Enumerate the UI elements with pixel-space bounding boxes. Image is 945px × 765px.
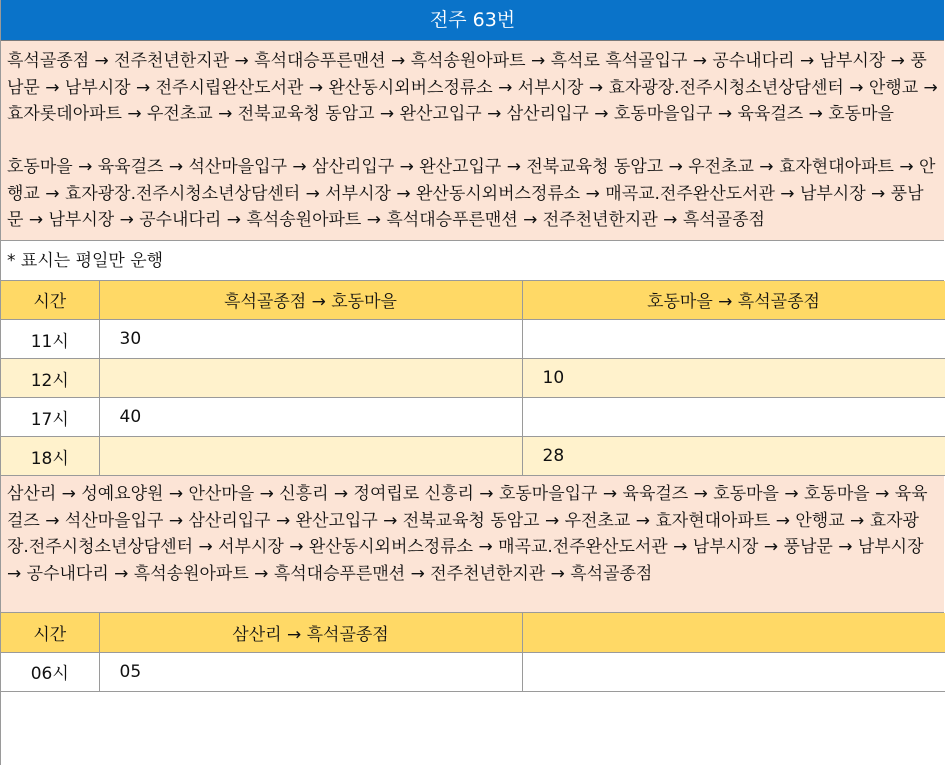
weekday-note: * 표시는 평일만 운행	[1, 241, 944, 281]
minute-cell-inbound	[522, 320, 945, 359]
header-direction-samsan: 삼산리 → 흑석골종점	[99, 613, 522, 652]
header-direction-inbound: 호동마을 → 흑석골종점	[522, 281, 945, 320]
route-inbound-text: 호동마을 → 육육걸즈 → 석산마을입구 → 삼산리입구 → 완산고입구 → 전북교육청 동암고 → 우전초교 → 효자현대아파트 → 안행교 → 효자광장.전주시청소년상담센터 → 서부시장 → 완산동시외버스정류소 → 매곡교.전주완산도서관 → 남부시장 → 풍남문 → 남부시장 → 공수내다리 → 흑석송원아파트 → 흑석대승푸른맨션 → 전주천년한지관 → 흑석골종점	[7, 157, 936, 230]
table-row	[1, 437, 945, 476]
table-header-row	[1, 613, 945, 652]
header-empty	[522, 613, 945, 652]
minute-cell-outbound	[99, 359, 522, 398]
table-row	[1, 359, 945, 398]
route-description	[1, 41, 944, 241]
minute-cell-samsan: 05	[99, 652, 522, 691]
header-hour: 시간	[1, 613, 99, 652]
minute-cell-outbound: 30	[99, 320, 522, 359]
hour-cell: 11시	[1, 320, 99, 359]
minute-cell-outbound	[99, 437, 522, 476]
hour-cell: 12시	[1, 359, 99, 398]
header-hour: 시간	[1, 281, 99, 320]
table-row	[1, 398, 945, 437]
route-samsan-text: 삼산리 → 성예요양원 → 안산마을 → 신흥리 → 정여립로 신흥리 → 호동마을입구 → 육육걸즈 → 호동마을 → 호동마을 → 육육걸즈 → 석산마을입구 → 삼산리입구 → 완산고입구 → 전북교육청 동암고 → 우전초교 → 효자현대아파트 → 안행교 → 효자광장.전주시청소년상담센터 → 서부시장 → 완산동시외버스정류소 → 매곡교.전주완산도서관 → 남부시장 → 풍남문 → 남부시장 → 공수내다리 → 흑석송원아파트 → 흑석대승푸른맨션 → 전주천년한지관 → 흑석골종점	[7, 484, 928, 584]
minute-cell-inbound	[522, 398, 945, 437]
route-description-2	[1, 476, 944, 613]
timetable-1	[1, 281, 945, 477]
hour-cell: 18시	[1, 437, 99, 476]
minute-cell-empty	[522, 652, 945, 691]
timetable-2	[1, 613, 945, 692]
route-outbound-text: 흑석골종점 → 전주천년한지관 → 흑석대승푸른맨션 → 흑석송원아파트 → 흑석로 흑석골입구 → 공수내다리 → 남부시장 → 풍남문 → 남부시장 → 전주시립완산도서관 → 완산동시외버스정류소 → 서부시장 → 효자광장.전주시청소년상담센터 → 안행교 → 효자롯데아파트 → 우전초교 → 전북교육청 동암고 → 완산고입구 → 삼산리입구 → 호동마을입구 → 육육걸즈 → 호동마을	[7, 51, 938, 124]
header-direction-outbound: 흑석골종점 → 호동마을	[99, 281, 522, 320]
minute-cell-outbound: 40	[99, 398, 522, 437]
minute-cell-inbound: 10	[522, 359, 945, 398]
table-row	[1, 652, 945, 691]
page-title: 전주 63번	[1, 0, 944, 41]
table-row	[1, 320, 945, 359]
hour-cell: 17시	[1, 398, 99, 437]
table-header-row	[1, 281, 945, 320]
minute-cell-inbound: 28	[522, 437, 945, 476]
route-spacer	[7, 128, 938, 155]
hour-cell: 06시	[1, 652, 99, 691]
